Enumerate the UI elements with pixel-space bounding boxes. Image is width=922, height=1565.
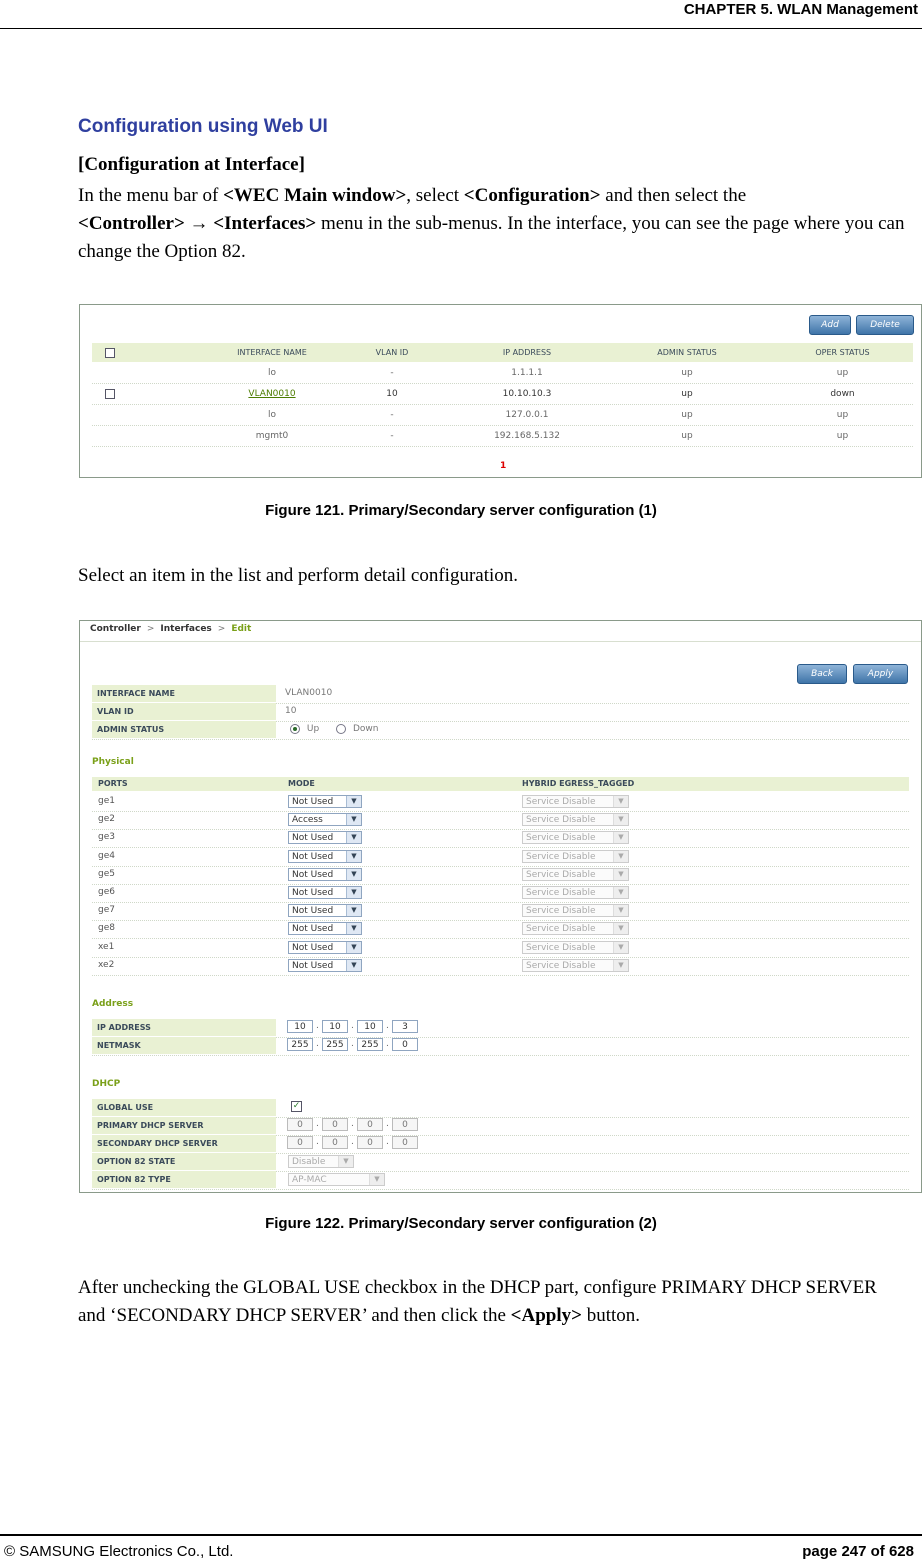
- primary-dhcp-row: PRIMARY DHCP SERVER 0 . 0 . 0 . 0: [92, 1117, 909, 1136]
- table-row: [92, 866, 909, 885]
- global-use-row: GLOBAL USE ✓: [92, 1099, 909, 1118]
- hybrid-egress-select[interactable]: Service Disable ▼: [522, 922, 629, 935]
- chevron-down-icon: ▼: [369, 1174, 384, 1185]
- chevron-down-icon: ▼: [613, 832, 628, 843]
- table-row[interactable]: lo - 1.1.1.1 up up: [92, 363, 913, 384]
- port-name: ge5: [98, 868, 115, 879]
- ip-octet-1[interactable]: 10: [287, 1020, 313, 1033]
- global-use-checkbox[interactable]: ✓: [292, 1101, 301, 1111]
- table-row: [92, 902, 909, 921]
- between-paragraph: Select an item in the list and perform detail configuration.: [78, 565, 519, 586]
- mode-select[interactable]: Not Used ▼: [288, 795, 362, 808]
- mode-select[interactable]: Access ▼: [288, 813, 362, 826]
- chevron-down-icon: ▼: [346, 942, 361, 953]
- hybrid-egress-select[interactable]: Service Disable ▼: [522, 904, 629, 917]
- page-footer: [0, 1534, 922, 1536]
- vlan-id-value: 10: [285, 706, 297, 716]
- mode-select[interactable]: Not Used ▼: [288, 941, 362, 954]
- chevron-down-icon: ▼: [613, 887, 628, 898]
- port-name: xe2: [98, 959, 115, 970]
- hybrid-egress-select[interactable]: Service Disable ▼: [522, 831, 629, 844]
- port-name: ge3: [98, 832, 115, 843]
- subheading: [Configuration at Interface]: [78, 154, 305, 175]
- admin-status-row: ADMIN STATUS Up Down: [92, 721, 909, 740]
- primary-dhcp-octet-1[interactable]: 0: [287, 1118, 313, 1131]
- col-vlan-id: VLAN ID: [375, 348, 409, 357]
- table-row: [92, 920, 909, 939]
- mode-select[interactable]: Not Used ▼: [288, 922, 362, 935]
- section-title: Configuration using Web UI: [78, 116, 328, 137]
- chevron-down-icon: ▼: [346, 905, 361, 916]
- port-name: ge8: [98, 923, 115, 934]
- primary-dhcp-octet-2[interactable]: 0: [322, 1118, 348, 1131]
- port-name: xe1: [98, 941, 115, 952]
- select-all-checkbox[interactable]: [105, 348, 115, 358]
- chevron-down-icon: ▼: [346, 960, 361, 971]
- page-number: page 247 of 628: [802, 1543, 914, 1560]
- table-row[interactable]: mgmt0 - 192.168.5.132 up up: [92, 426, 913, 447]
- hybrid-egress-select[interactable]: Service Disable ▼: [522, 850, 629, 863]
- back-button[interactable]: Back: [797, 664, 847, 684]
- table-row: [92, 848, 909, 867]
- option82-state-select[interactable]: Disable ▼: [288, 1155, 354, 1168]
- chevron-down-icon: ▼: [613, 923, 628, 934]
- table-row[interactable]: VLAN0010 10 10.10.10.3 up down: [92, 384, 913, 405]
- mode-select[interactable]: Not Used ▼: [288, 886, 362, 899]
- chevron-down-icon: ▼: [346, 887, 361, 898]
- chapter-title: CHAPTER 5. WLAN Management: [683, 1, 918, 18]
- table-row: [92, 793, 909, 812]
- option82-type-select[interactable]: AP-MAC ▼: [288, 1173, 385, 1186]
- option82-type-row: OPTION 82 TYPE AP-MAC ▼: [92, 1171, 909, 1190]
- copyright: © SAMSUNG Electronics Co., Ltd.: [4, 1543, 234, 1560]
- figure-interface-list: [79, 304, 922, 478]
- chevron-down-icon: ▼: [613, 814, 628, 825]
- mode-select[interactable]: Not Used ▼: [288, 959, 362, 972]
- primary-dhcp-octet-4[interactable]: 0: [392, 1118, 418, 1131]
- breadcrumb-edit: Edit: [231, 624, 252, 634]
- chevron-down-icon: ▼: [346, 923, 361, 934]
- page-header: [0, 0, 922, 29]
- col-ip-address: IP ADDRESS: [502, 348, 552, 357]
- table-row: [92, 939, 909, 958]
- col-admin-status: ADMIN STATUS: [657, 348, 717, 357]
- table-row: [92, 884, 909, 903]
- mode-select[interactable]: Not Used ▼: [288, 850, 362, 863]
- table-row: [92, 829, 909, 848]
- chevron-down-icon: ▼: [613, 796, 628, 807]
- chevron-down-icon: ▼: [613, 960, 628, 971]
- add-button[interactable]: Add: [809, 315, 851, 335]
- mode-select[interactable]: Not Used ▼: [288, 868, 362, 881]
- admin-down-radio[interactable]: [336, 724, 346, 734]
- row-checkbox[interactable]: [105, 389, 115, 399]
- figure-interface-edit: [79, 620, 922, 1193]
- chevron-down-icon: ▼: [346, 851, 361, 862]
- table-row: [92, 811, 909, 830]
- physical-group-title: Physical: [92, 757, 134, 767]
- netmask-octet-4[interactable]: 0: [392, 1038, 418, 1051]
- hybrid-egress-select[interactable]: Service Disable ▼: [522, 868, 629, 881]
- ip-address-row: IP ADDRESS 10 . 10 . 10 . 3: [92, 1019, 909, 1038]
- netmask-row: NETMASK 255 . 255 . 255 . 0: [92, 1037, 909, 1056]
- chevron-down-icon: ▼: [613, 851, 628, 862]
- secondary-dhcp-octet-2[interactable]: 0: [322, 1136, 348, 1149]
- breadcrumb-controller[interactable]: Controller: [90, 624, 141, 634]
- port-name: ge2: [98, 814, 115, 825]
- col-interface-name: INTERFACE NAME: [237, 348, 307, 357]
- vlan-id-row: VLAN ID 10: [92, 703, 909, 722]
- ports-header: PORTS MODE HYBRID EGRESS_TAGGED: [92, 777, 909, 791]
- mode-select[interactable]: Not Used ▼: [288, 831, 362, 844]
- list-header: [92, 343, 913, 362]
- netmask-octet-3[interactable]: 255: [357, 1038, 383, 1051]
- hybrid-egress-select[interactable]: Service Disable ▼: [522, 886, 629, 899]
- admin-up-radio[interactable]: [290, 724, 300, 734]
- figure1-caption: Figure 121. Primary/Secondary server configuration (1): [265, 502, 657, 519]
- ip-octet-4[interactable]: 3: [392, 1020, 418, 1033]
- hybrid-egress-select[interactable]: Service Disable ▼: [522, 795, 629, 808]
- option82-state-row: OPTION 82 STATE Disable ▼: [92, 1153, 909, 1172]
- secondary-dhcp-row: SECONDARY DHCP SERVER 0 . 0 . 0 . 0: [92, 1135, 909, 1154]
- hybrid-egress-select[interactable]: Service Disable ▼: [522, 813, 629, 826]
- delete-button[interactable]: Delete: [856, 315, 914, 335]
- interface-name-row: INTERFACE NAME VLAN0010: [92, 685, 909, 704]
- netmask-octet-1[interactable]: 255: [287, 1038, 313, 1051]
- secondary-dhcp-octet-3[interactable]: 0: [357, 1136, 383, 1149]
- ip-octet-3[interactable]: 10: [357, 1020, 383, 1033]
- chevron-down-icon: ▼: [613, 905, 628, 916]
- interface-link[interactable]: VLAN0010: [248, 389, 296, 399]
- port-name: ge1: [98, 796, 115, 806]
- chevron-down-icon: ▼: [613, 869, 628, 880]
- table-row[interactable]: lo - 127.0.0.1 up up: [92, 405, 913, 426]
- dhcp-group-title: DHCP: [92, 1079, 121, 1089]
- chevron-down-icon: ▼: [346, 869, 361, 880]
- primary-dhcp-octet-3[interactable]: 0: [357, 1118, 383, 1131]
- chevron-down-icon: ▼: [613, 942, 628, 953]
- intro-paragraph: In the menu bar of <WEC Main window>, select <Configuration> and then select the <Controller> → <Interfaces> menu in the sub-menus. In the interface, you can see the page where you can change the Option 82.: [78, 185, 905, 262]
- chevron-down-icon: ▼: [346, 832, 361, 843]
- apply-button[interactable]: Apply: [853, 664, 908, 684]
- chevron-down-icon: ▼: [346, 796, 361, 807]
- address-group-title: Address: [92, 999, 134, 1009]
- hybrid-egress-select[interactable]: Service Disable ▼: [522, 959, 629, 972]
- breadcrumb: Controller > Interfaces > Edit: [90, 624, 252, 634]
- mode-select[interactable]: Not Used ▼: [288, 904, 362, 917]
- port-name: ge7: [98, 905, 115, 916]
- secondary-dhcp-octet-1[interactable]: 0: [287, 1136, 313, 1149]
- figure2-caption: Figure 122. Primary/Secondary server configuration (2): [265, 1215, 657, 1232]
- chevron-down-icon: ▼: [346, 814, 361, 825]
- closing-paragraph: After unchecking the GLOBAL USE checkbox in the DHCP part, configure PRIMARY DHCP SERVER and ‘SECONDARY DHCP SERVER’ and then click the <Apply> button.: [78, 1277, 877, 1326]
- page-number-link[interactable]: 1: [500, 461, 507, 471]
- ip-octet-2[interactable]: 10: [322, 1020, 348, 1033]
- chevron-down-icon: ▼: [338, 1156, 353, 1167]
- netmask-octet-2[interactable]: 255: [322, 1038, 348, 1051]
- port-name: ge4: [98, 850, 115, 861]
- hybrid-egress-select[interactable]: Service Disable ▼: [522, 941, 629, 954]
- secondary-dhcp-octet-4[interactable]: 0: [392, 1136, 418, 1149]
- breadcrumb-interfaces[interactable]: Interfaces: [160, 624, 212, 634]
- table-row: [92, 957, 909, 976]
- interface-name-value: VLAN0010: [285, 688, 333, 698]
- port-name: ge6: [98, 887, 115, 897]
- col-oper-status: OPER STATUS: [815, 348, 870, 357]
